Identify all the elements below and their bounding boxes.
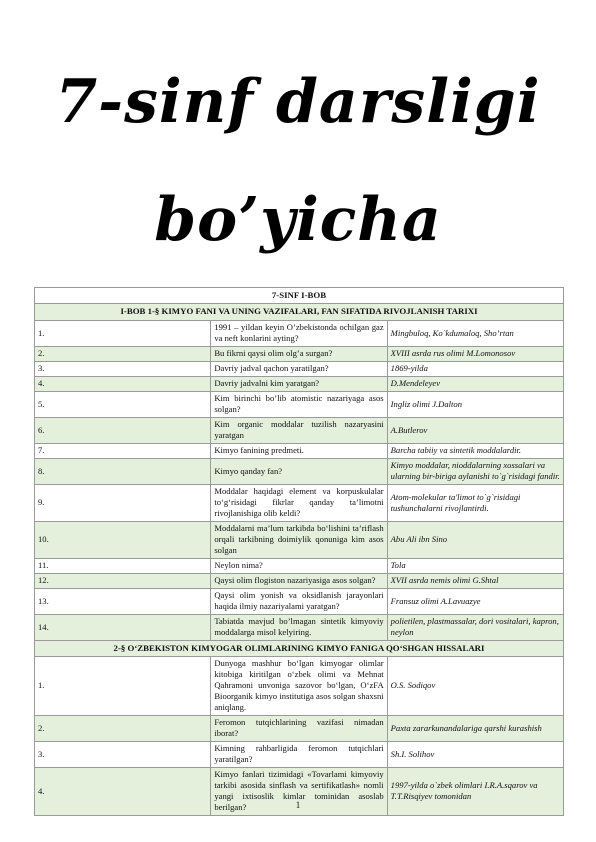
answer-cell: Mingbuloq, Ko`kdumaloq, Sho’rtan xyxy=(387,320,563,346)
question-cell: Qaysi olim flogiston nazariyasiga asos solgan? xyxy=(211,573,387,588)
table-row xyxy=(35,346,564,361)
answer-cell: Atom-molekular ta'limot to`g`risidagi tushunchalarni rivojlantirdi. xyxy=(387,484,563,521)
question-cell: Davriy jadvalni kim yaratgan? xyxy=(211,376,387,391)
table-row xyxy=(35,656,564,715)
answer-cell: 1869-yilda xyxy=(387,361,563,376)
answer-cell: O.S. Sodiqov xyxy=(387,656,563,715)
row-number: 1. xyxy=(35,320,211,346)
table-row xyxy=(35,558,564,573)
row-number: 2. xyxy=(35,346,211,361)
question-cell: Tabiatda mavjud bo’lmagan sintetik kimyoviy moddalarga misol kelyiring. xyxy=(211,614,387,640)
row-number: 10. xyxy=(35,521,211,558)
answer-cell: Fransuz olimi A.Lavuazye xyxy=(387,588,563,614)
question-cell: Feromon tutqichlarining vazifasi nimadan iborat? xyxy=(211,715,387,741)
answer-cell: XVIII asrda rus olimi M.Lomonosov xyxy=(387,346,563,361)
row-number: 4. xyxy=(35,767,211,815)
question-cell: Kimyo fanlari tizimidagi «Tovarlami kimyoviy tarkibi asosida sinflash va sertifikatlash» nomli yangi ixtisoslik kimlar tominidan asoslab berilgan? xyxy=(211,767,387,815)
document-title-line1: 7-sinf darsligi xyxy=(55,67,541,137)
table-row xyxy=(35,361,564,376)
row-number: 3. xyxy=(35,361,211,376)
table-row xyxy=(35,376,564,391)
question-cell: Kimning rahbarligida feromon tutqichlari yaratilgan? xyxy=(211,741,387,767)
grade-header-row xyxy=(35,288,564,304)
question-cell: Bu fikrni qaysi olim olg’a surgan? xyxy=(211,346,387,361)
table-row xyxy=(35,443,564,458)
question-answer-table-body xyxy=(35,288,564,816)
table-row xyxy=(35,484,564,521)
row-number: 9. xyxy=(35,484,211,521)
grade-header: 7-SINF I-BOB xyxy=(35,288,564,304)
page-number: 1 xyxy=(295,800,301,810)
question-cell: Neylon nima? xyxy=(211,558,387,573)
table-row xyxy=(35,391,564,417)
answer-cell: A.Butlerov xyxy=(387,417,563,443)
question-cell: Moddalar haqidagi element va korpuskulalar to‘g‘risidagi fikrlar qanday ta’limotni rivojlanishiga olib keldi? xyxy=(211,484,387,521)
row-number: 6. xyxy=(35,417,211,443)
row-number: 14. xyxy=(35,614,211,640)
table-row xyxy=(35,614,564,640)
answer-cell: polietilen, plastmassalar, dori vositalari, kapron, neylon xyxy=(387,614,563,640)
question-cell: Kimyo qanday fan? xyxy=(211,458,387,484)
table-row xyxy=(35,715,564,741)
answer-cell: 1997-yilda o`zbek olimlari I.R.A.sqarov va T.T.Risqiyev tomonidan xyxy=(387,767,563,815)
row-number: 13. xyxy=(35,588,211,614)
row-number: 7. xyxy=(35,443,211,458)
question-cell: Qaysi olim yonish va oksidlanish jarayonlari haqida ilmiy nazariyalami yaratgan? xyxy=(211,588,387,614)
answer-cell: Tola xyxy=(387,558,563,573)
row-number: 11. xyxy=(35,558,211,573)
answer-cell: Sh.I. Solihov xyxy=(387,741,563,767)
document-title-line2: bo’yicha xyxy=(154,185,442,255)
section-header-row xyxy=(35,640,564,656)
row-number: 12. xyxy=(35,573,211,588)
question-cell: Kim birinchi bo’lib atomistic nazariyaga asos solgan? xyxy=(211,391,387,417)
question-cell: 1991 – yildan keyin O’zbekistonda ochilgan gaz va neft konlarini ayting? xyxy=(211,320,387,346)
question-cell: Davriy jadval qachon yaratilgan? xyxy=(211,361,387,376)
row-number: 1. xyxy=(35,656,211,715)
table-row xyxy=(35,573,564,588)
answer-cell: Barcha tabiiy va sintetik moddalardir. xyxy=(387,443,563,458)
question-cell: Dunyoga mashhur bo‘lgan kimyogar olimlar kitobiga kiritilgan o‘zbek olimi va Mehnat Qahramoni unvoniga sazovor bo‘lgan, O‘zFA Bioorganik kimyo institutiga asos solgan shaxsni aniqlang. xyxy=(211,656,387,715)
row-number: 5. xyxy=(35,391,211,417)
section-title: I-BOB 1-§ KIMYO FANI VA UNING VAZIFALARI, FAN SIFATIDA RIVOJLANISH TARIXI xyxy=(35,304,564,320)
table-row xyxy=(35,320,564,346)
row-number: 8. xyxy=(35,458,211,484)
row-number: 2. xyxy=(35,715,211,741)
question-answer-table xyxy=(34,287,564,816)
table-row xyxy=(35,741,564,767)
section-title: 2-§ O‘ZBEKISTON KIMYOGAR OLIMLARINING KIMYO FANIGA QO‘SHGAN HISSALARI xyxy=(35,640,564,656)
question-cell: Moddalarni ma’lum tarkibda bo‘lishini ta’riflash orqali tarkibning doimiylik qonuniga kim asos solgan xyxy=(211,521,387,558)
answer-cell: Kimyo moddalar, nioddalarning xossalari va ularning bir-biriga aylanishi to`g`risidagi fandir. xyxy=(387,458,563,484)
question-cell: Kimyo fanining predmeti. xyxy=(211,443,387,458)
section-header-row xyxy=(35,304,564,320)
answer-cell: Ingliz olimi J.Dalton xyxy=(387,391,563,417)
table-row xyxy=(35,458,564,484)
answer-cell: Abu Ali ibn Sino xyxy=(387,521,563,558)
answer-cell: Paxta zararkunandalariga qarshi kurashish xyxy=(387,715,563,741)
answer-cell: XVII asrda nemis olimi G.Shtal xyxy=(387,573,563,588)
table-row xyxy=(35,417,564,443)
row-number: 3. xyxy=(35,741,211,767)
answer-cell: D.Mendeleyev xyxy=(387,376,563,391)
row-number: 4. xyxy=(35,376,211,391)
table-row xyxy=(35,588,564,614)
table-row xyxy=(35,521,564,558)
question-cell: Kim organic moddalar tuzilish nazaryasini yaratgan xyxy=(211,417,387,443)
